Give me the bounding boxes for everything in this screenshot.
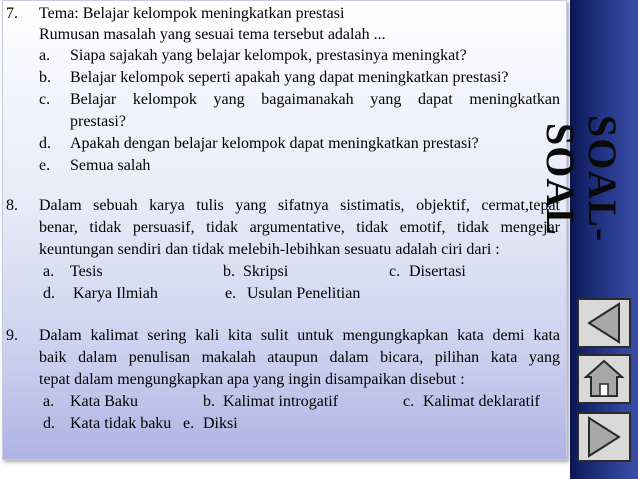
home-button[interactable] (577, 354, 631, 404)
question-8-line-2 (3, 217, 566, 239)
option-label: b. (223, 263, 235, 280)
question-7-option-e (3, 155, 566, 177)
option-text: Belajar kelompok yang bagaimanakah yang dapat meningkatkan (70, 91, 560, 108)
option-label: a. (39, 47, 51, 64)
question-7-option-d (3, 133, 566, 155)
option-label: b. (203, 393, 215, 410)
question-number: 9. (6, 327, 18, 344)
option-text: Disertasi (409, 263, 466, 280)
option-label: e. (183, 415, 195, 432)
option-text: Siapa sajakah yang belajar kelompok, prestasinya meningkat? (70, 47, 467, 64)
option-label: d. (43, 285, 55, 302)
option-text: Semua salah (70, 157, 151, 174)
option-text: Skripsi (243, 263, 289, 280)
question-9-line-3 (3, 369, 566, 391)
option-label: e. (39, 157, 51, 174)
question-8-options-row-1 (3, 261, 566, 283)
question-9-line-2 (3, 347, 566, 369)
question-8-line-1 (3, 195, 566, 217)
option-label: d. (39, 135, 51, 152)
question-text: Dalam sebuah karya tulis yang sifatnya sistimatis, objektif, cermat,tepat (39, 197, 560, 214)
option-text: Diksi (203, 415, 238, 432)
question-7-option-a (3, 45, 566, 67)
question-9-options-row-2 (3, 413, 566, 435)
option-text: Kata Baku (70, 393, 138, 410)
option-label: a. (43, 393, 55, 410)
option-text: Usulan Penelitian (247, 285, 361, 302)
question-text: keuntungan sendiri dan tidak melebih-lebihkan sesuatu adalah ciri dari : (39, 241, 500, 258)
question-text: Dalam kalimat sering kali kita sulit untuk mengungkapkan kata demi kata (39, 327, 560, 344)
sidebar-title: SOAL-SOAL (538, 115, 625, 243)
option-text: Apakah dengan belajar kelompok dapat meningkatkan prestasi? (70, 135, 479, 152)
option-label: e. (225, 285, 237, 302)
next-button[interactable] (577, 412, 631, 462)
question-7-option-c-cont (3, 111, 566, 133)
question-text: tepat dalam mengungkapkan apa yang ingin disampaikan disebut : (39, 371, 465, 388)
option-text: Tesis (70, 263, 103, 280)
question-7-option-c (3, 89, 566, 111)
sidebar (538, 0, 638, 479)
question-text: benar, tidak persuasif, tidak argumentative, tidak emotif, tidak mengejar (39, 219, 560, 236)
option-text: Karya Ilmiah (73, 285, 158, 302)
option-label: d. (43, 415, 55, 432)
option-label: c. (39, 91, 51, 108)
question-7-line-1 (3, 3, 566, 25)
option-text: prestasi? (70, 113, 126, 130)
option-text: Belajar kelompok seperti apakah yang dapat meningkatkan prestasi? (70, 69, 509, 86)
question-8-options-row-2 (3, 283, 566, 305)
option-text: Kata tidak baku (70, 415, 172, 432)
question-number: 7. (6, 5, 18, 22)
question-text: baik dalam penulisan makalah ataupun dalam bicara, pilihan kata yang (39, 349, 560, 366)
option-label: a. (43, 263, 55, 280)
question-7-line-2 (3, 24, 566, 46)
option-text: Kalimat deklaratif (423, 393, 540, 410)
question-8-line-3 (3, 239, 566, 261)
option-text: Kalimat introgatif (223, 393, 339, 410)
option-label: b. (39, 69, 51, 86)
option-label: c. (389, 263, 401, 280)
question-9-line-1 (3, 325, 566, 347)
question-9-options-row-1 (3, 391, 566, 413)
question-text: Rumusan masalah yang sesuai tema tersebut adalah ... (39, 26, 386, 43)
previous-button[interactable] (577, 298, 631, 348)
question-number: 8. (6, 197, 18, 214)
question-panel (2, 0, 567, 460)
option-label: c. (403, 393, 415, 410)
question-7-option-b (3, 67, 566, 89)
question-text: Tema: Belajar kelompok meningkatkan prestasi (39, 5, 345, 22)
